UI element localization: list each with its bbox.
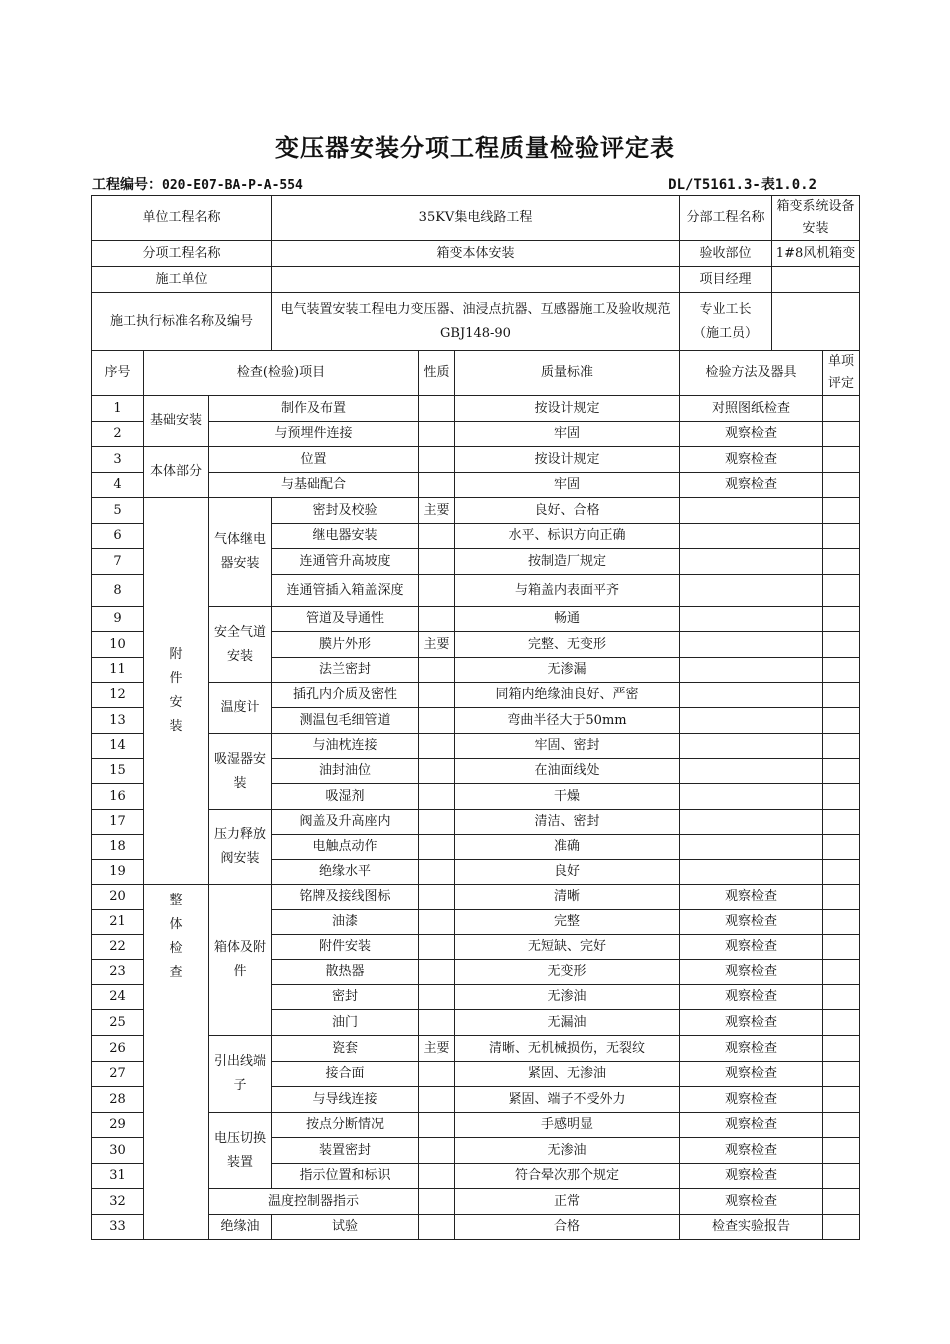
nature-cell: 主要: [419, 498, 455, 524]
quality-standard: 牢固、密封: [455, 734, 680, 759]
quality-standard: 牢固: [455, 422, 680, 447]
inspection-method: [680, 734, 823, 759]
quality-standard: 无短缺、完好: [455, 935, 680, 960]
rating-cell: [823, 1036, 860, 1062]
quality-standard: 牢固: [455, 473, 680, 498]
project-number-label: 工程编号：: [92, 177, 162, 193]
quality-standard: 清晰、无机械损伤，无裂纹: [455, 1036, 680, 1062]
row-number: 18: [92, 835, 144, 860]
check-item: 瓷套: [272, 1036, 419, 1062]
quality-standard: 水平、标识方向正确: [455, 524, 680, 549]
inspection-method: 观察检查: [680, 473, 823, 498]
rating-cell: [823, 422, 860, 447]
manager-value: [772, 267, 860, 293]
rating-cell: [823, 632, 860, 658]
inspection-method: [680, 632, 823, 658]
quality-standard: 紧固、无渗油: [455, 1062, 680, 1087]
row-number: 1: [92, 396, 144, 422]
row-number: 5: [92, 498, 144, 524]
sub-thermometer: 温度计: [209, 683, 272, 734]
group-overall: [144, 885, 209, 1240]
col-rating-header: 单项评定: [823, 351, 860, 396]
nature-cell: [419, 1164, 455, 1189]
row-number: 28: [92, 1087, 144, 1113]
accept-value: 1#8风机箱变: [772, 241, 860, 267]
rating-cell: [823, 960, 860, 985]
rating-cell: [823, 985, 860, 1010]
check-item: 密封及校验: [272, 498, 419, 524]
row-number: 21: [92, 910, 144, 935]
row-number: 4: [92, 473, 144, 498]
inspection-method: 观察检查: [680, 1113, 823, 1138]
check-item: 油封油位: [272, 759, 419, 784]
row-number: 16: [92, 784, 144, 810]
row-number: 2: [92, 422, 144, 447]
group-accessory-char: 安: [169, 695, 183, 710]
info-row-constructor: [92, 267, 860, 293]
table-row: [92, 447, 860, 473]
quality-standard: 良好: [455, 860, 680, 885]
division-label: 分部工程名称: [680, 196, 772, 241]
nature-cell: [419, 447, 455, 473]
check-item: 温度控制器指示: [209, 1189, 419, 1215]
inspection-method: 观察检查: [680, 885, 823, 910]
project-number-value: 020-E07-BA-P-A-554: [162, 178, 303, 193]
check-item: 管道及导通性: [272, 607, 419, 632]
row-number: 29: [92, 1113, 144, 1138]
nature-cell: [419, 860, 455, 885]
check-item: 与导线连接: [272, 1087, 419, 1113]
inspection-method: [680, 759, 823, 784]
nature-cell: [419, 396, 455, 422]
group-overall-char: 查: [169, 965, 183, 980]
group-overall-char: 体: [169, 917, 183, 932]
form-number: DL/T5161.3-表1.0.2: [668, 177, 817, 193]
check-item: 法兰密封: [272, 658, 419, 683]
quality-standard: 按制造厂规定: [455, 549, 680, 575]
quality-standard: 按设计规定: [455, 396, 680, 422]
nature-cell: 主要: [419, 632, 455, 658]
inspection-method: [680, 810, 823, 835]
inspection-method: 观察检查: [680, 1010, 823, 1036]
rating-cell: [823, 910, 860, 935]
rating-cell: [823, 498, 860, 524]
group-body: 本体部分: [144, 447, 209, 498]
rating-cell: [823, 683, 860, 708]
rating-cell: [823, 784, 860, 810]
col-standard-header: 质量标准: [455, 351, 680, 396]
rating-cell: [823, 473, 860, 498]
check-item: 铭牌及接线图标: [272, 885, 419, 910]
row-number: 11: [92, 658, 144, 683]
row-number: 19: [92, 860, 144, 885]
inspection-method: 观察检查: [680, 960, 823, 985]
column-header-row: [92, 351, 860, 396]
rating-cell: [823, 885, 860, 910]
row-number: 12: [92, 683, 144, 708]
inspection-method: 观察检查: [680, 1036, 823, 1062]
inspection-method: 观察检查: [680, 1087, 823, 1113]
check-item: 电触点动作: [272, 835, 419, 860]
group-accessory-char: 件: [169, 671, 183, 686]
quality-standard: 清洁、密封: [455, 810, 680, 835]
row-number: 6: [92, 524, 144, 549]
quality-standard: 无渗油: [455, 985, 680, 1010]
row-number: 8: [92, 575, 144, 607]
sub-tank: 箱体及附件: [209, 885, 272, 1036]
inspection-method: [680, 683, 823, 708]
info-row-standard: [92, 293, 860, 351]
table-row: [92, 885, 860, 910]
item-project-value: 箱变本体安装: [272, 241, 680, 267]
check-item: 与基础配合: [209, 473, 419, 498]
col-method-header: 检验方法及器具: [680, 351, 823, 396]
rating-cell: [823, 1010, 860, 1036]
check-item: 与油枕连接: [272, 734, 419, 759]
inspection-method: 观察检查: [680, 935, 823, 960]
rating-cell: [823, 1062, 860, 1087]
inspection-method: [680, 835, 823, 860]
check-item: 油门: [272, 1010, 419, 1036]
nature-cell: [419, 1138, 455, 1164]
quality-standard: 同箱内绝缘油良好、严密: [455, 683, 680, 708]
rating-cell: [823, 935, 860, 960]
row-number: 13: [92, 708, 144, 734]
row-number: 31: [92, 1164, 144, 1189]
rating-cell: [823, 396, 860, 422]
inspection-method: 观察检查: [680, 422, 823, 447]
manager-label: 项目经理: [680, 267, 772, 293]
inspection-method: 观察检查: [680, 1138, 823, 1164]
check-item: 连通管插入箱盖深度: [272, 575, 419, 607]
rating-cell: [823, 734, 860, 759]
quality-standard: 与箱盖内表面平齐: [455, 575, 680, 607]
check-item: 阀盖及升高座内: [272, 810, 419, 835]
sub-terminal: 引出线端子: [209, 1036, 272, 1113]
nature-cell: [419, 708, 455, 734]
row-number: 23: [92, 960, 144, 985]
quality-standard: 无渗油: [455, 1138, 680, 1164]
inspection-method: [680, 575, 823, 607]
nature-cell: [419, 1215, 455, 1240]
quality-standard: 按设计规定: [455, 447, 680, 473]
nature-cell: [419, 885, 455, 910]
rating-cell: [823, 759, 860, 784]
rating-cell: [823, 810, 860, 835]
accept-label: 验收部位: [680, 241, 772, 267]
quality-standard: 干燥: [455, 784, 680, 810]
inspection-method: 观察检查: [680, 985, 823, 1010]
quality-standard: 弯曲半径大于50mm: [455, 708, 680, 734]
nature-cell: [419, 524, 455, 549]
inspection-method: [680, 549, 823, 575]
check-item: 附件安装: [272, 935, 419, 960]
inspection-method: [680, 860, 823, 885]
rating-cell: [823, 1189, 860, 1215]
quality-standard: 正常: [455, 1189, 680, 1215]
table-row: [92, 396, 860, 422]
group-accessory-char: 装: [169, 719, 183, 734]
check-item: 按点分断情况: [272, 1113, 419, 1138]
quality-standard: 无渗漏: [455, 658, 680, 683]
nature-cell: [419, 759, 455, 784]
inspection-method: 观察检查: [680, 1164, 823, 1189]
foreman-label: [680, 293, 772, 351]
quality-standard: 符合晕次那个规定: [455, 1164, 680, 1189]
nature-cell: [419, 1087, 455, 1113]
rating-cell: [823, 607, 860, 632]
group-overall-char: 整: [169, 893, 183, 908]
inspection-method: 观察检查: [680, 910, 823, 935]
rating-cell: [823, 1215, 860, 1240]
rating-cell: [823, 575, 860, 607]
row-number: 9: [92, 607, 144, 632]
row-number: 33: [92, 1215, 144, 1240]
sub-tap-changer: 电压切换装置: [209, 1113, 272, 1189]
group-accessory: [144, 498, 209, 885]
rating-cell: [823, 708, 860, 734]
check-item: 指示位置和标识: [272, 1164, 419, 1189]
row-number: 7: [92, 549, 144, 575]
quality-standard: 准确: [455, 835, 680, 860]
unit-project-label: 单位工程名称: [92, 196, 272, 241]
group-overall-char: 检: [169, 941, 183, 956]
row-number: 15: [92, 759, 144, 784]
foreman-label-1: 专业工长: [699, 301, 752, 317]
row-number: 24: [92, 985, 144, 1010]
check-item: 试验: [272, 1215, 419, 1240]
col-nature-header: 性质: [419, 351, 455, 396]
inspection-table: [91, 195, 860, 1240]
row-number: 14: [92, 734, 144, 759]
check-item: 与预埋件连接: [209, 422, 419, 447]
row-number: 25: [92, 1010, 144, 1036]
nature-cell: [419, 422, 455, 447]
item-project-label: 分项工程名称: [92, 241, 272, 267]
inspection-method: [680, 708, 823, 734]
row-number: 10: [92, 632, 144, 658]
nature-cell: [419, 784, 455, 810]
check-item: 油漆: [272, 910, 419, 935]
check-item: 膜片外形: [272, 632, 419, 658]
quality-standard: 完整: [455, 910, 680, 935]
quality-standard: 清晰: [455, 885, 680, 910]
row-number: 32: [92, 1189, 144, 1215]
rating-cell: [823, 549, 860, 575]
check-item: 装置密封: [272, 1138, 419, 1164]
nature-cell: [419, 549, 455, 575]
standard-label: 施工执行标准名称及编号: [92, 293, 272, 351]
sub-safety-duct: 安全气道安装: [209, 607, 272, 683]
page-title: 变压器安装分项工程质量检验评定表: [275, 134, 675, 162]
rating-cell: [823, 447, 860, 473]
nature-cell: [419, 935, 455, 960]
inspection-method: [680, 658, 823, 683]
nature-cell: [419, 1062, 455, 1087]
inspection-method: [680, 524, 823, 549]
rating-cell: [823, 1113, 860, 1138]
check-item: 吸湿剂: [272, 784, 419, 810]
inspection-method: [680, 607, 823, 632]
row-number: 26: [92, 1036, 144, 1062]
foreman-value: [772, 293, 860, 351]
nature-cell: [419, 658, 455, 683]
nature-cell: [419, 575, 455, 607]
info-row-item: [92, 241, 860, 267]
inspection-method: 观察检查: [680, 1189, 823, 1215]
quality-standard: 紧固、端子不受外力: [455, 1087, 680, 1113]
sub-oil: 绝缘油: [209, 1215, 272, 1240]
rating-cell: [823, 1164, 860, 1189]
col-seq-header: 序号: [92, 351, 144, 396]
row-number: 27: [92, 1062, 144, 1087]
nature-cell: [419, 473, 455, 498]
row-number: 3: [92, 447, 144, 473]
inspection-method: [680, 498, 823, 524]
standard-value: 电气装置安装工程电力变压器、油浸点抗器、互感器施工及验收规范GBJ148-90: [272, 293, 680, 351]
inspection-method: [680, 784, 823, 810]
nature-cell: 主要: [419, 1036, 455, 1062]
sub-breather: 吸湿器安装: [209, 734, 272, 810]
quality-standard: 无漏油: [455, 1010, 680, 1036]
row-number: 17: [92, 810, 144, 835]
quality-standard: 良好、合格: [455, 498, 680, 524]
check-item: 测温包毛细管道: [272, 708, 419, 734]
nature-cell: [419, 683, 455, 708]
rating-cell: [823, 1087, 860, 1113]
division-value: 箱变系统设备安装: [772, 196, 860, 241]
check-item: 位置: [209, 447, 419, 473]
table-row: [92, 498, 860, 524]
nature-cell: [419, 607, 455, 632]
col-item-header: 检查(检验)项目: [144, 351, 419, 396]
nature-cell: [419, 835, 455, 860]
nature-cell: [419, 910, 455, 935]
row-number: 30: [92, 1138, 144, 1164]
inspection-method: 观察检查: [680, 447, 823, 473]
check-item: 接合面: [272, 1062, 419, 1087]
check-item: 制作及布置: [209, 396, 419, 422]
nature-cell: [419, 1113, 455, 1138]
nature-cell: [419, 734, 455, 759]
nature-cell: [419, 960, 455, 985]
unit-project-value: 35KV集电线路工程: [272, 196, 680, 241]
foreman-label-2: （施工员）: [693, 325, 759, 341]
sub-relief-valve: 压力释放阀安装: [209, 810, 272, 885]
group-foundation: 基础安装: [144, 396, 209, 447]
rating-cell: [823, 524, 860, 549]
row-number: 22: [92, 935, 144, 960]
rating-cell: [823, 835, 860, 860]
check-item: 插孔内介质及密性: [272, 683, 419, 708]
check-item: 密封: [272, 985, 419, 1010]
nature-cell: [419, 985, 455, 1010]
constructor-label: 施工单位: [92, 267, 272, 293]
rating-cell: [823, 1138, 860, 1164]
nature-cell: [419, 810, 455, 835]
quality-standard: 完整、无变形: [455, 632, 680, 658]
quality-standard: 合格: [455, 1215, 680, 1240]
quality-standard: 无变形: [455, 960, 680, 985]
group-accessory-char: 附: [169, 647, 183, 662]
nature-cell: [419, 1189, 455, 1215]
check-item: 继电器安装: [272, 524, 419, 549]
inspection-method: 检查实验报告: [680, 1215, 823, 1240]
rating-cell: [823, 658, 860, 683]
constructor-value: [272, 267, 680, 293]
info-row-unit: [92, 196, 860, 241]
project-number: [92, 174, 303, 194]
quality-standard: 在油面线处: [455, 759, 680, 784]
sub-gas-relay: 气体继电器安装: [209, 498, 272, 607]
inspection-method: 观察检查: [680, 1062, 823, 1087]
check-item: 散热器: [272, 960, 419, 985]
nature-cell: [419, 1010, 455, 1036]
quality-standard: 手感明显: [455, 1113, 680, 1138]
check-item: 绝缘水平: [272, 860, 419, 885]
row-number: 20: [92, 885, 144, 910]
inspection-method: 对照图纸检查: [680, 396, 823, 422]
quality-standard: 畅通: [455, 607, 680, 632]
rating-cell: [823, 860, 860, 885]
check-item: 连通管升高坡度: [272, 549, 419, 575]
